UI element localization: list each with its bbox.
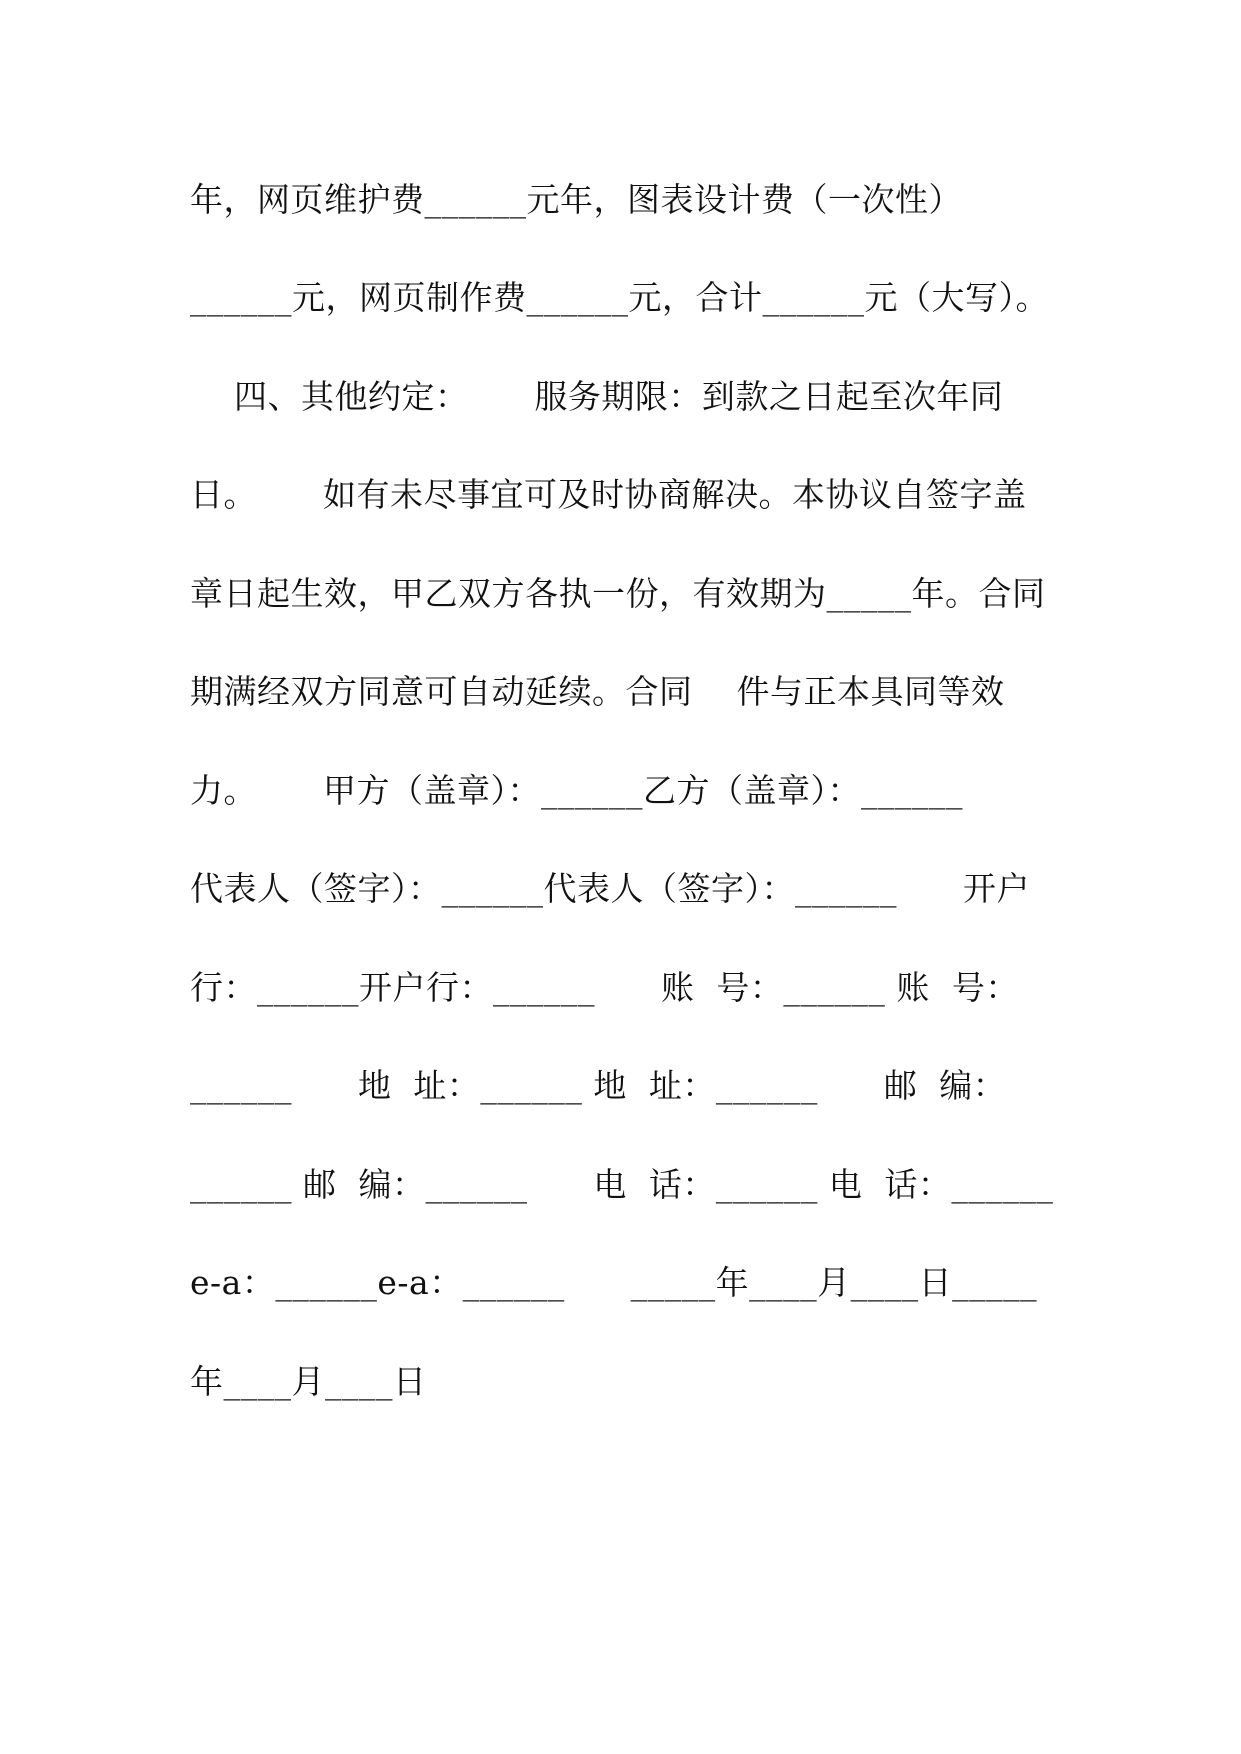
postcode-phone-line: ______ 邮 编：______ 电 话：______ 电 话：______ — [190, 1165, 1054, 1204]
date-line: 年____月____日 — [190, 1362, 427, 1401]
clause-line-3: 期满经双方同意可自动延续。合同 件与正本具同等效 — [190, 672, 1005, 711]
fee-line-2: ______元，网页制作费______元，合计______元（大写）。 — [190, 278, 1049, 317]
address-postcode-line: ______ 地 址：______ 地 址：______ 邮 编： — [190, 1066, 1007, 1105]
fee-line-1: 年，网页维护费______元年，图表设计费（一次性） — [190, 180, 962, 219]
clause-line-2: 章日起生效，甲乙双方各执一份，有效期为_____年。合同 — [190, 574, 1046, 613]
bank-account-line: 行：______开户行：______ 账 号：______ 账 号： — [190, 968, 1019, 1007]
party-seal-line: 力。 甲方（盖章）：______乙方（盖章）：______ — [190, 771, 963, 810]
clause-line-1: 日。 如有未尽事宜可及时协商解决。本协议自签字盖 — [190, 475, 1027, 514]
other-terms-line: 四、其他约定： 服务期限：到款之日起至次年同 — [190, 377, 1004, 416]
email-date-line: e-a：______e-a：______ _____年____月____日_____ — [190, 1263, 1038, 1302]
representative-line: 代表人（签字）：______代表人（签字）：______ 开户 — [190, 869, 1030, 908]
